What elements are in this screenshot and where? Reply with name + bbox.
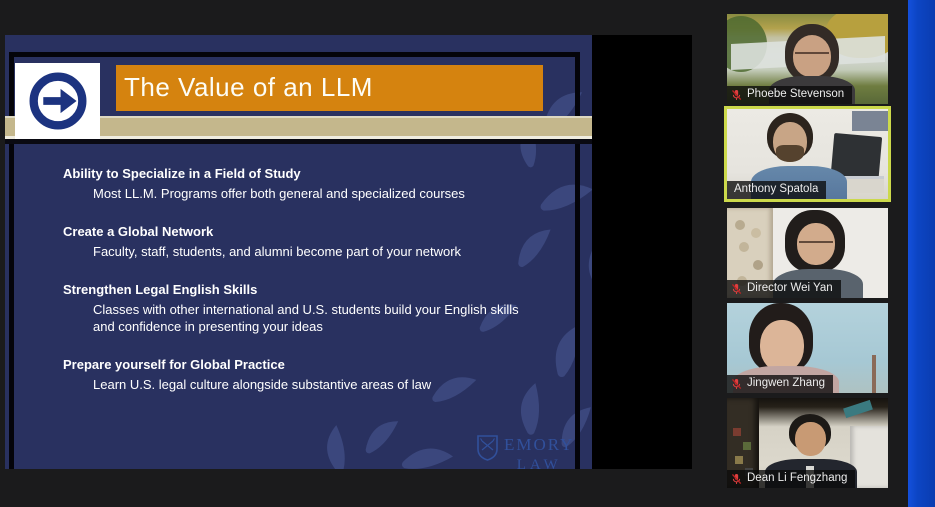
bullet-line: and confidence in presenting your ideas [93,319,323,334]
participant-name-label [727,181,826,199]
video-tile-anthony-spatola[interactable] [727,109,888,199]
shelf-items [733,428,741,436]
bullet-group [63,165,558,202]
desktop-edge-strip [908,0,935,507]
poster-doodles [735,220,745,230]
background-shelf [852,111,888,131]
video-tile-director-wei-yan[interactable] [727,208,888,298]
participant-name-label [727,86,852,104]
participant-name: Phoebe Stevenson [747,88,845,100]
mic-muted-icon [731,378,742,390]
bullet-line: Faculty, staff, students, and alumni become part of your network [93,244,462,259]
participant-name-label [727,280,841,298]
slide-body [63,165,558,414]
slide-logo-box [15,63,100,139]
bullet-group [63,223,558,260]
background-doorframe [872,355,876,393]
glasses [799,241,833,243]
participant-name: Dean Li Fengzhang [747,472,848,484]
mic-muted-icon [731,89,742,101]
bullet-group [63,356,558,393]
participant-name: Director Wei Yan [747,282,833,294]
participant-name: Anthony Spatola [734,183,819,195]
video-tile-phoebe-stevenson[interactable] [727,14,888,104]
mic-muted-icon [731,473,742,485]
slide-title-bar [116,65,543,111]
video-tile-dean-li-fengzhang[interactable] [727,398,888,488]
glasses [795,52,829,54]
law-wordmark: LAW [516,457,562,469]
circle-arrow-icon [26,69,90,133]
video-tile-jingwen-zhang[interactable] [727,303,888,393]
slide-title: The Value of an LLM [124,71,373,102]
mic-muted-icon [731,283,742,295]
participant-name-label [727,375,833,393]
bullet-group [63,281,558,335]
screenshare-slide [5,35,592,469]
emory-law-logo [477,435,574,469]
background-object [843,400,873,418]
bullet-line: Classes with other international and U.S. students build your English skills [93,302,519,317]
bullet-heading: Prepare yourself for Global Practice [63,357,285,372]
bullet-line: Learn U.S. legal culture alongside substantive areas of law [93,377,432,392]
participant-name-label [727,470,855,488]
participant-name: Jingwen Zhang [747,377,825,389]
bullet-line: Most LL.M. Programs offer both general and specialized courses [93,186,465,201]
bullet-heading: Strengthen Legal English Skills [63,282,258,297]
emory-shield-icon [477,435,498,461]
bullet-heading: Ability to Specialize in a Field of Study [63,166,301,181]
emory-wordmark: EMORY [504,435,575,454]
screenshare-letterbox [592,35,692,469]
bullet-heading: Create a Global Network [63,224,214,239]
